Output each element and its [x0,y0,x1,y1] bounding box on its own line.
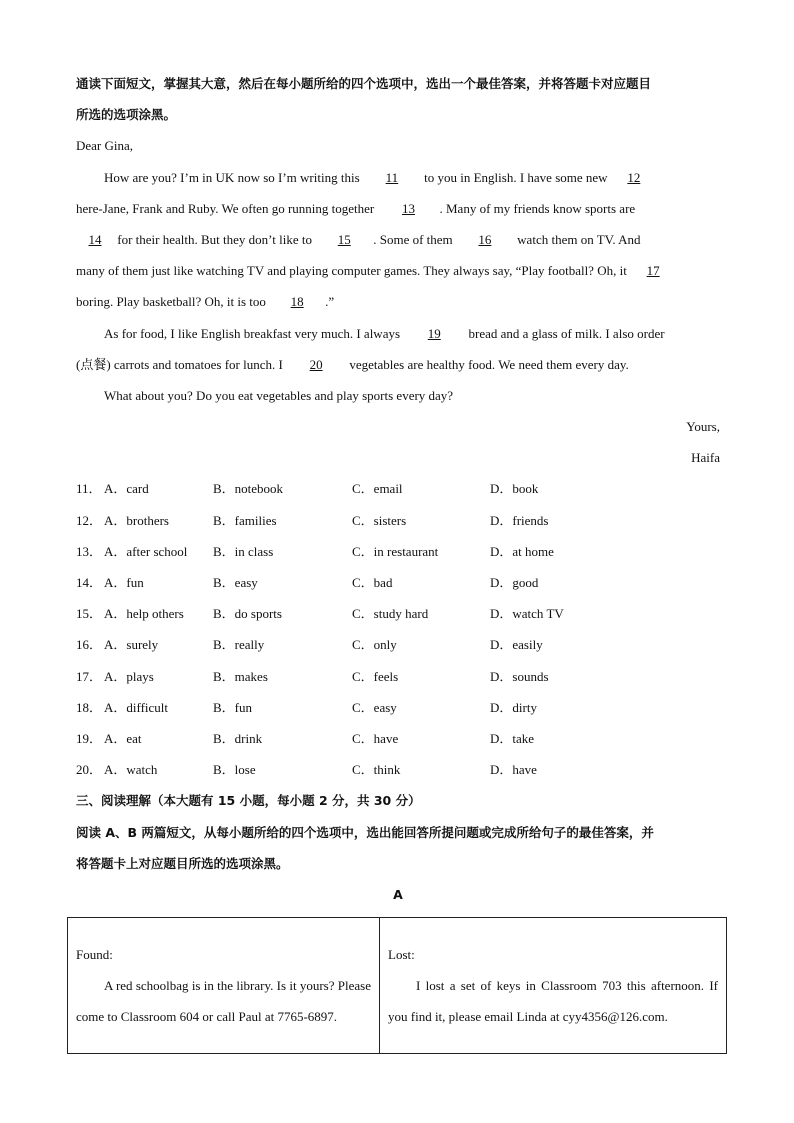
blank-20: 20 [309,356,323,372]
letter-p1-line2 [76,193,720,224]
question-number: 17． [76,668,103,684]
letter-p1-line3 [76,224,720,255]
option-d[interactable]: D．watch TV [490,606,564,622]
option-d[interactable]: D．easily [490,637,543,653]
text-segment: (点餐) carrots and tomatoes for lunch. I [76,356,283,372]
text-segment: to you in English. I have some new [424,169,608,185]
option-a[interactable]: A．brothers [104,512,169,528]
question-row [76,536,720,567]
question-row [76,629,720,660]
letter-closing: Yours, [686,419,720,435]
blank-11: 11 [385,169,399,185]
question-row [76,567,720,598]
option-d[interactable]: D．book [490,481,539,497]
lost-body: I lost a set of keys in Classroom 703 this afternoon. If you find it, please email Linda at cyy4356@126.com. [388,978,718,1024]
letter-p2-line1 [76,318,720,349]
text-segment: watch them on TV. And [517,231,641,247]
question-number: 13． [76,543,103,559]
section-3-heading: 三、阅读理解（本大题有 15 小题，每小题 2 分，共 30 分） [76,793,421,809]
question-number: 18． [76,699,103,715]
blank-12: 12 [627,169,641,185]
question-number: 12． [76,512,103,528]
letter-p1-line4 [76,255,720,286]
option-a[interactable]: A．difficult [104,699,169,715]
question-row [76,473,720,504]
letter-p1-line5 [76,286,720,317]
option-a[interactable]: A．card [104,481,149,497]
option-c[interactable]: C．email [352,481,403,497]
letter-p3: What about you? Do you eat vegetables and play sports every day? [104,387,454,403]
text-segment: vegetables are healthy food. We need them every day. [349,356,629,372]
question-number: 20． [76,762,103,778]
question-row [76,754,720,785]
letter-greeting: Dear Gina, [76,138,134,154]
question-list [76,473,720,785]
option-d[interactable]: D．sounds [490,668,549,684]
option-c[interactable]: C．only [352,637,397,653]
option-a[interactable]: A．surely [104,637,159,653]
option-d[interactable]: D．friends [490,512,549,528]
option-b[interactable]: B．families [213,512,277,528]
letter-p2-line2 [76,349,720,380]
option-b[interactable]: B．easy [213,575,258,590]
notice-table [67,917,727,1054]
option-c[interactable]: C．bad [352,575,393,590]
option-d[interactable]: D．at home [490,543,554,559]
option-b[interactable]: B．really [213,637,265,653]
text-segment: here-Jane, Frank and Ruby. We often go running together [76,200,375,216]
exam-page [76,68,720,910]
option-b[interactable]: B．makes [213,668,268,684]
option-c[interactable]: C．study hard [352,606,429,622]
option-a[interactable]: A．after school [104,543,188,559]
blank-16: 16 [478,231,492,247]
blank-13: 13 [401,200,415,216]
text-segment: many of them just like watching TV and playing computer games. They always say, “Play football? Oh, it [76,263,627,279]
section-3-instruction-line1: 阅读 A、B 两篇短文，从每小题所给的四个选项中，选出能回答所提问题或完成所给句子的最佳答案，并 [76,824,654,840]
option-d[interactable]: D．take [490,730,535,746]
text-segment: boring. Play basketball? Oh, it is too [76,294,266,310]
text-segment: . Many of my friends know sports are [439,200,636,216]
cloze-instruction-line1: 通读下面短文，掌握其大意，然后在每小题所给的四个选项中，选出一个最佳答案，并将答题卡对应题目 [76,76,652,91]
option-d[interactable]: D．good [490,575,539,590]
passage-label: A [393,886,403,902]
option-b[interactable]: B．notebook [213,481,284,497]
question-row [76,661,720,692]
found-title: Found: [76,947,113,962]
section-3-instruction-line2: 将答题卡上对应题目所选的选项涂黑。 [76,855,289,871]
option-a[interactable]: A．plays [104,668,154,684]
option-a[interactable]: A．eat [104,730,142,746]
option-d[interactable]: D．have [490,762,537,778]
option-b[interactable]: B．in class [213,543,274,559]
question-number: 19． [76,730,103,746]
blank-19: 19 [427,325,441,341]
text-segment: How are you? I’m in UK now so I’m writing this [104,169,360,185]
option-a[interactable]: A．watch [104,762,158,778]
text-segment: bread and a glass of milk. I also order [468,325,665,341]
text-segment: for their health. But they don’t like to [117,231,312,247]
blank-18: 18 [290,294,304,310]
lost-title: Lost: [388,947,415,962]
option-a[interactable]: A．fun [104,575,144,590]
blank-17: 17 [646,263,660,279]
letter-p1-line1 [76,162,720,193]
option-a[interactable]: A．help others [104,606,184,622]
option-b[interactable]: B．lose [213,762,256,778]
text-segment: .” [325,294,335,310]
question-row [76,505,720,536]
lost-notice [380,918,727,1054]
option-c[interactable]: C．in restaurant [352,543,439,559]
question-number: 16． [76,637,103,653]
question-row [76,598,720,629]
option-c[interactable]: C．easy [352,699,397,715]
option-c[interactable]: C．think [352,762,401,778]
question-number: 14． [76,575,103,590]
question-row [76,692,720,723]
cloze-instruction-line2: 所选的选项涂黑。 [76,107,177,123]
text-segment: . Some of them [373,231,453,247]
found-notice [68,918,380,1054]
blank-14: 14 [88,231,102,247]
question-row [76,723,720,754]
option-c[interactable]: C．have [352,730,399,746]
option-b[interactable]: B．do sports [213,606,282,622]
letter-signature: Haifa [691,450,720,466]
option-b[interactable]: B．drink [213,730,263,746]
blank-15: 15 [337,231,351,247]
found-body: A red schoolbag is in the library. Is it yours? Please come to Classroom 604 or call Paul at 7765-6897. [76,978,371,1024]
option-d[interactable]: D．dirty [490,699,537,715]
option-c[interactable]: C．sisters [352,512,407,528]
option-b[interactable]: B．fun [213,699,253,715]
text-segment: As for food, I like English breakfast very much. I always [104,325,401,341]
question-number: 15． [76,606,103,622]
option-c[interactable]: C．feels [352,668,399,684]
question-number: 11． [76,481,102,497]
